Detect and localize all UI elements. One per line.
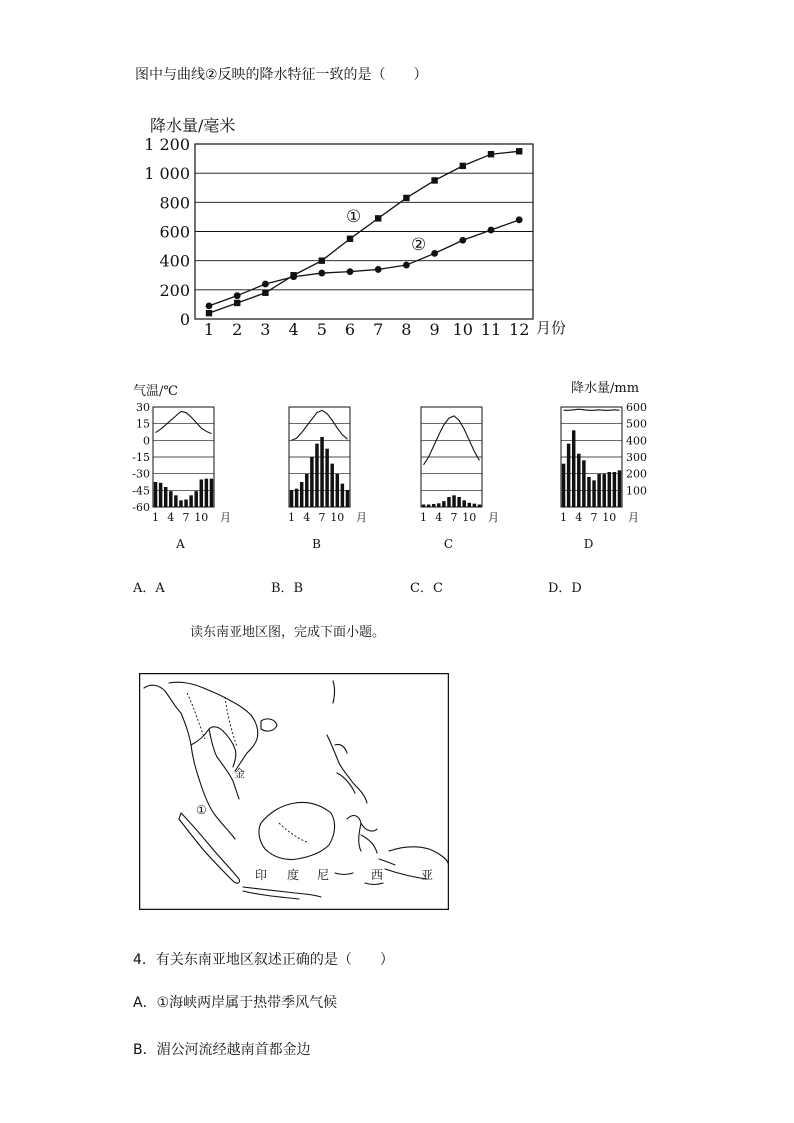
series-2-label: ② — [411, 235, 427, 255]
question-4-option-b[interactable]: B．湄公河流经越南首都金边 — [133, 1042, 311, 1058]
precip-bar — [320, 437, 323, 507]
indonesia-char-4: 西 — [371, 868, 384, 882]
precip-bar — [174, 495, 177, 507]
x-tick-label: 2 — [232, 320, 243, 339]
climate-x-tick: 4 — [167, 511, 175, 524]
series-2-point — [234, 292, 241, 299]
x-tick-label: 11 — [480, 320, 502, 339]
climate-x-tick: 10 — [194, 511, 209, 524]
precip-bar — [422, 505, 425, 508]
x-axis-title: 月份 — [536, 319, 567, 337]
series-2-point — [318, 270, 325, 277]
capital-marker: 金 — [234, 767, 245, 780]
temp-tick-label: -45 — [132, 484, 150, 498]
temperature-curve — [156, 411, 212, 433]
climate-chart-label: C — [443, 537, 454, 551]
series-2-point — [206, 302, 213, 309]
climate-x-tick: 7 — [182, 511, 190, 524]
series-1-point — [375, 215, 381, 221]
y-axis-title: 降水量/毫米 — [150, 116, 236, 135]
precip-bar — [613, 472, 616, 507]
climate-x-tick: 1 — [152, 511, 160, 524]
precip-bar — [154, 482, 157, 507]
x-tick-label: 5 — [316, 320, 327, 339]
series-2-point — [290, 273, 297, 280]
climate-chart-label: A — [176, 537, 185, 551]
climate-chart-label: D — [583, 537, 594, 551]
precip-bar — [305, 474, 308, 507]
question-1-stem: 图中与曲线②反映的降水特征一致的是（ ） — [135, 67, 428, 83]
climate-chart-label: B — [312, 537, 321, 551]
precip-bar — [341, 484, 344, 507]
y-tick-label: 1 200 — [144, 135, 190, 154]
precip-bar — [194, 491, 197, 507]
precip-tick-label: 300 — [626, 451, 647, 464]
series-2-point — [262, 281, 269, 288]
precip-bar — [447, 497, 450, 507]
series-2-point — [347, 268, 354, 275]
x-tick-label: 10 — [452, 320, 473, 339]
temp-tick-label: -30 — [132, 467, 150, 481]
temperature-curve — [292, 410, 348, 440]
temp-tick-label: -15 — [132, 451, 150, 464]
precip-bar — [473, 504, 476, 507]
climate-x-tick: 7 — [590, 511, 598, 524]
indonesia-char-5: 亚 — [421, 868, 434, 882]
series-1-point — [206, 310, 212, 316]
climate-x-tick: 月 — [628, 511, 639, 524]
precip-tick-label: 500 — [626, 417, 647, 431]
temp-tick-label: 30 — [136, 401, 150, 414]
strait-marker: ① — [196, 803, 207, 817]
series-1-point — [319, 257, 325, 263]
y-tick-label: 1 000 — [144, 164, 190, 184]
climate-x-tick: 10 — [330, 511, 345, 524]
precip-bar — [442, 501, 445, 507]
y-tick-label: 400 — [159, 251, 190, 271]
precip-bar — [457, 497, 460, 507]
series-1-point — [460, 163, 466, 169]
temp-tick-label: 0 — [143, 434, 150, 448]
precip-tick-label: 200 — [626, 467, 647, 481]
climate-x-tick: 4 — [303, 511, 311, 524]
precip-bar — [290, 490, 293, 507]
climate-x-tick: 1 — [288, 511, 296, 524]
precip-bar — [562, 464, 565, 507]
option-c[interactable]: C．C — [410, 581, 443, 596]
climate-x-tick: 10 — [602, 511, 617, 524]
x-tick-label: 6 — [344, 320, 356, 339]
series-2-point — [459, 237, 466, 244]
precip-bar — [592, 480, 595, 507]
x-tick-label: 9 — [429, 320, 440, 339]
x-tick-label: 1 — [203, 320, 215, 339]
temp-tick-label: 15 — [136, 417, 150, 431]
precip-bar — [587, 477, 590, 507]
option-b[interactable]: B．B — [271, 581, 304, 596]
climate-x-tick: 1 — [560, 511, 568, 524]
precip-axis-title: 降水量/mm — [571, 381, 640, 396]
precip-bar — [567, 444, 570, 507]
climate-x-tick: 10 — [462, 511, 477, 524]
y-tick-label: 600 — [159, 222, 190, 242]
precip-bar — [577, 454, 580, 507]
series-1-point — [262, 290, 268, 296]
series-1-point — [431, 177, 437, 183]
option-a[interactable]: A．A — [133, 581, 165, 596]
precip-bar — [582, 460, 585, 507]
precip-bar — [200, 480, 203, 508]
precip-bar — [310, 457, 313, 507]
y-tick-label: 800 — [159, 193, 190, 213]
indonesia-char-1: 印 — [255, 868, 268, 882]
climate-x-tick: 1 — [420, 511, 428, 524]
precip-bar — [295, 489, 298, 507]
climate-chart-A — [152, 407, 231, 551]
series-2-point — [516, 216, 523, 223]
indonesia-char-2: 度 — [287, 868, 300, 882]
precip-bar — [572, 430, 575, 507]
x-tick-label: 8 — [401, 320, 412, 339]
precip-bar — [189, 495, 192, 507]
precip-bar — [210, 479, 213, 507]
climate-charts — [0, 370, 794, 560]
climate-x-tick: 7 — [318, 511, 326, 524]
precip-bar — [346, 490, 349, 507]
series-1-point — [488, 151, 494, 157]
series-2-point — [488, 227, 495, 234]
precip-bar — [336, 474, 339, 507]
precip-bar — [462, 500, 465, 507]
precip-bar — [608, 472, 611, 507]
precip-bar — [184, 500, 187, 508]
precip-tick-label: 100 — [626, 484, 647, 498]
temperature-curve — [564, 409, 620, 410]
climate-x-tick: 7 — [450, 511, 458, 524]
series-1-line — [209, 151, 519, 313]
precip-tick-label: 400 — [626, 434, 647, 448]
option-d[interactable]: D．D — [548, 581, 582, 596]
precip-bar — [300, 482, 303, 507]
climate-chart-B — [288, 407, 367, 551]
climate-x-tick: 4 — [435, 511, 443, 524]
precip-bar — [437, 503, 440, 507]
precip-bar — [432, 504, 435, 507]
precip-bar — [452, 495, 455, 507]
y-tick-label: 0 — [179, 310, 190, 329]
series-1-label: ① — [346, 207, 362, 227]
x-tick-label: 3 — [260, 320, 271, 339]
climate-x-tick: 4 — [575, 511, 583, 524]
climate-x-tick: 月 — [488, 511, 499, 524]
series-2-line — [209, 220, 519, 306]
series-2-point — [431, 250, 438, 257]
indonesia-char-3: 尼 — [317, 868, 330, 882]
precip-bar — [205, 479, 208, 507]
series-2-point — [403, 262, 410, 269]
question-4-option-a[interactable]: A．①海峡两岸属于热带季风气候 — [133, 995, 338, 1011]
precip-bar — [169, 491, 172, 507]
precip-bar — [159, 483, 162, 507]
climate-chart-C — [420, 407, 499, 551]
precip-bar — [164, 487, 167, 507]
precip-bar — [330, 464, 333, 507]
y-tick-labels — [144, 135, 190, 329]
series-1-point — [516, 148, 522, 154]
precip-bar — [427, 505, 430, 508]
precip-bar — [315, 444, 318, 507]
precip-bar — [602, 474, 605, 507]
question-4-stem: 4．有关东南亚地区叙述正确的是（ ） — [133, 952, 394, 968]
temp-tick-label: -60 — [132, 501, 150, 514]
y-tick-label: 200 — [159, 280, 190, 300]
precip-bar — [478, 505, 481, 508]
series-1-point — [234, 300, 240, 306]
precip-bar — [618, 470, 621, 507]
map-intro: 读东南亚地区图，完成下面小题。 — [190, 625, 386, 640]
precip-bar — [468, 503, 471, 507]
x-tick-labels — [204, 320, 529, 339]
series-1-point — [347, 236, 353, 242]
cumulative-precipitation-chart — [0, 0, 794, 360]
southeast-asia-map — [139, 673, 449, 910]
x-tick-label: 7 — [373, 320, 384, 339]
x-tick-label: 4 — [288, 320, 299, 339]
precip-tick-label: 600 — [626, 401, 647, 414]
climate-x-tick: 月 — [220, 511, 231, 524]
precip-bar — [597, 474, 600, 507]
x-tick-label: 12 — [509, 320, 530, 339]
climate-x-tick: 月 — [356, 511, 367, 524]
precip-bar — [179, 500, 182, 507]
series-1-point — [403, 195, 409, 201]
precip-bar — [325, 449, 328, 507]
series-2-point — [375, 266, 382, 273]
temp-axis-title: 气温/℃ — [133, 384, 178, 399]
climate-chart-group — [132, 401, 647, 551]
